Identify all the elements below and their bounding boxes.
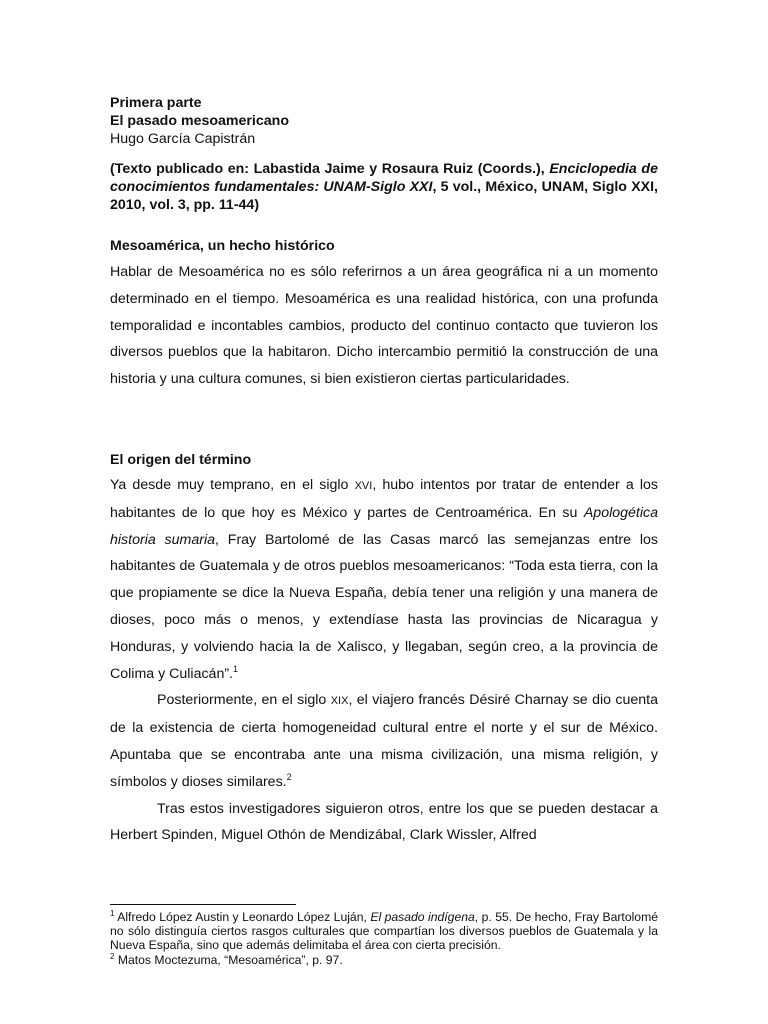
author-name: Hugo García Capistrán xyxy=(110,131,256,147)
footnote-2-mark: 2 xyxy=(110,951,115,961)
paragraph-1 xyxy=(110,472,658,687)
footnotes xyxy=(110,910,658,967)
paragraph-3: Tras estos investigadores siguieron otros, entre los que se pueden destacar a Herbert Spinden, Miguel Othón de Mendizábal, Clark Wissler, Alfred xyxy=(110,800,658,844)
p2-century: XIX xyxy=(330,695,349,708)
p1-book-title: Apologética historia sumaria xyxy=(110,504,658,548)
footnote-ref-2[interactable]: 2 xyxy=(286,771,292,782)
footnote-2-text: Matos Moctezuma, “Mesoamérica”, p. 97. xyxy=(114,952,343,967)
p2-text-b: , el viajero francés Désiré Charnay se dio cuenta de la existencia de cierta homogeneidad cultural entre el norte y el sur de México. Apuntaba que se encontraba ante una misma civilización, una misma religión, y símbolos y dioses similares. xyxy=(110,692,658,790)
p1-text-b: , hubo intentos por tratar de entender a los habitantes de lo que hoy es México y partes de Centroamérica. En su xyxy=(110,477,659,521)
footnote-1-text-a: Alfredo López Austin y Leonardo López Luján, xyxy=(114,910,371,924)
footnote-1-text-b: , p. 55. De hecho, Fray Bartolomé no sólo distinguía ciertos rasgos culturales que compartían los diversos pueblos de Guatemala y la Nueva España, sino que además delimitaba el área con cierta precisión. xyxy=(110,910,659,953)
chapter-title: El pasado mesoamericano xyxy=(110,113,289,129)
footnote-1 xyxy=(110,910,658,953)
footnote-1-book-title: El pasado indígena xyxy=(370,910,475,924)
footnote-2 xyxy=(110,953,658,967)
publication-citation xyxy=(110,160,658,214)
paragraph: Hablar de Mesoamérica no es sólo referirnos a un área geográfica ni a un momento determinado en el tiempo. Mesoamérica es una realidad histórica, con una profunda temporalidad e incontables cambios, producto del continuo contacto que tuvieron los diversos pueblos que la habitaron. Dicho intercambio permitió la construcción de una historia y una cultura comunes, si bien existieron ciertas particularidades. xyxy=(110,264,658,388)
section-body-mesoamerica xyxy=(110,259,658,393)
citation-prefix: (Texto publicado en: Labastida Jaime y Rosaura Ruiz (Coords.), xyxy=(110,161,550,177)
citation-suffix: , 5 vol., México, UNAM, Siglo XXI, 2010, vol. 3, pp. 11-44) xyxy=(110,179,658,213)
paragraph-2 xyxy=(110,687,658,795)
section-heading-mesoamerica: Mesoamérica, un hecho histórico xyxy=(110,238,335,254)
p2-text-a: Posteriormente, en el siglo xyxy=(157,692,331,709)
p1-text-a: Ya desde muy temprano, en el siglo xyxy=(110,477,355,493)
footnote-separator xyxy=(110,904,296,905)
citation-work-title: Enciclopedia de conocimientos fundamentales: UNAM-Siglo XXI xyxy=(110,161,658,195)
section-body-origen xyxy=(110,472,658,849)
document-header xyxy=(110,94,658,148)
footnote-ref-1[interactable]: 1 xyxy=(233,663,239,674)
part-label: Primera parte xyxy=(110,95,202,111)
p1-text-c: , Fray Bartolomé de las Casas marcó las semejanzas entre los habitantes de Guatemala y de otros pueblos mesoamericanos: “Toda esta tierra, con la que propiamente se dice la Nueva España, debía tener una religión y una manera de dioses, poco más o menos, y extendíase hasta las provincias de Nicaragua y Honduras, y volviendo hacia la de Xalisco, y llegaban, según creo, a la provincia de Colima y Culiacán”. xyxy=(110,531,658,682)
section-heading-origen: El origen del término xyxy=(110,452,252,468)
p1-century: XVI xyxy=(354,480,373,492)
footnote-1-mark: 1 xyxy=(110,909,115,918)
